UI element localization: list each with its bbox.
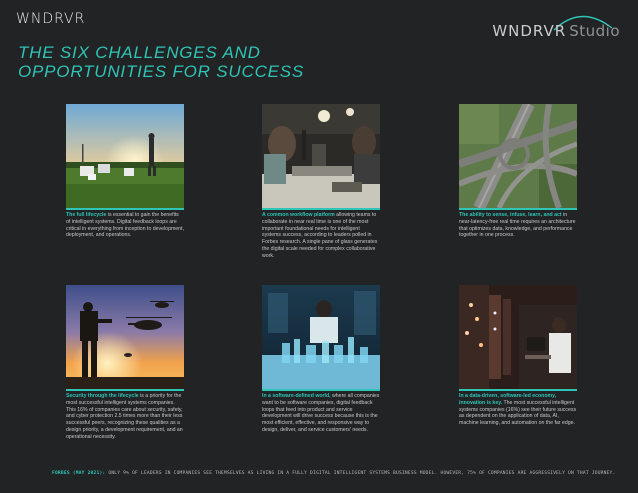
card-text bbox=[262, 212, 380, 260]
card-divider bbox=[459, 389, 577, 391]
card-text bbox=[262, 393, 380, 434]
page-title bbox=[18, 43, 348, 81]
card-body: allowing teams to collaborate in near real time is one of the most important foundational needs for intelligent systems success, according to leaders polled in Forbes research. A single pane of glass generates the digital scale needed for complex collaborative work. bbox=[262, 212, 378, 259]
card-body: is essential to gain the benefits of intelligent systems. Digital feedback loops are critical in everything from inception to development, deployment, and operations. bbox=[66, 212, 184, 239]
page-title-line-1: THE SIX CHALLENGES AND bbox=[18, 43, 261, 62]
card-lead: In a data-driven, software-led economy, innovation is key. bbox=[459, 393, 557, 406]
card-text bbox=[459, 393, 577, 427]
drone-field-sunset-photo bbox=[66, 104, 184, 208]
card-divider bbox=[66, 208, 184, 210]
footer-text: ONLY 9% OF LEADERS IN COMPANIES SEE THEMSELVES AS LIVING IN A FULLY DIGITAL INTELLIGENT SYSTEMS BUSINESS MODEL. HOWEVER, 75% OF COMPANIES ARE AGGRESSIVELY ON THAT JOURNEY. bbox=[105, 471, 616, 476]
card-lead: In a software-defined world, bbox=[262, 393, 331, 399]
card-divider bbox=[262, 389, 380, 391]
card-text bbox=[459, 212, 577, 239]
card-body: The most successful intelligent systems companies (16%) see their future success as dependent on the application of data, AI, machine learning, and automation on the far edge. bbox=[459, 399, 577, 427]
card-lead: The full lifecycle bbox=[66, 212, 107, 218]
footer-note bbox=[52, 471, 616, 476]
card-body: is a priority for the most successful intelligent systems companies. This 16% of companies care about security, safety, and cyber protection 2.5 times more than their less successful peers, recognizing these qualities as a design priority, a development requirement, and an operational necessity. bbox=[66, 393, 183, 440]
card-lead: A common workflow platform bbox=[262, 212, 335, 218]
card-lead: Security through the lifecycle bbox=[66, 393, 139, 399]
studio-logo-brand: WNDRVR bbox=[492, 22, 567, 40]
woman-server-room-photo bbox=[459, 285, 577, 389]
card-body: in near-latency-free real time requires an architecture that optimizes data, knowledge, and performance together in one process. bbox=[459, 212, 576, 239]
card-lead: The ability to sense, infuse, learn, and act bbox=[459, 212, 562, 218]
footer-source: FORBES (MAY 2021): bbox=[52, 471, 106, 476]
card-text bbox=[66, 393, 184, 441]
card-text bbox=[66, 212, 184, 239]
engineer-holographic-city-photo bbox=[262, 285, 380, 389]
studio-logo-suffix: Studio bbox=[569, 22, 620, 40]
highway-interchange-aerial-photo bbox=[459, 104, 577, 208]
wndrvr-logo: WNDRVR bbox=[16, 11, 86, 27]
card-divider bbox=[262, 208, 380, 210]
wndrvr-studio-logo bbox=[492, 22, 620, 40]
card-divider bbox=[66, 389, 184, 391]
card-body: where all companies want to be software companies, digital feedback loops that feed into product and service development will drive success because this is the most efficient, effective, and responsive way to design, deliver, and service customers' needs. bbox=[262, 393, 380, 433]
card-divider bbox=[459, 208, 577, 210]
engineers-lab-workbench-photo bbox=[262, 104, 380, 208]
soldier-helicopters-sunset-photo bbox=[66, 285, 184, 389]
page-title-line-2: OPPORTUNITIES FOR SUCCESS bbox=[18, 62, 305, 81]
